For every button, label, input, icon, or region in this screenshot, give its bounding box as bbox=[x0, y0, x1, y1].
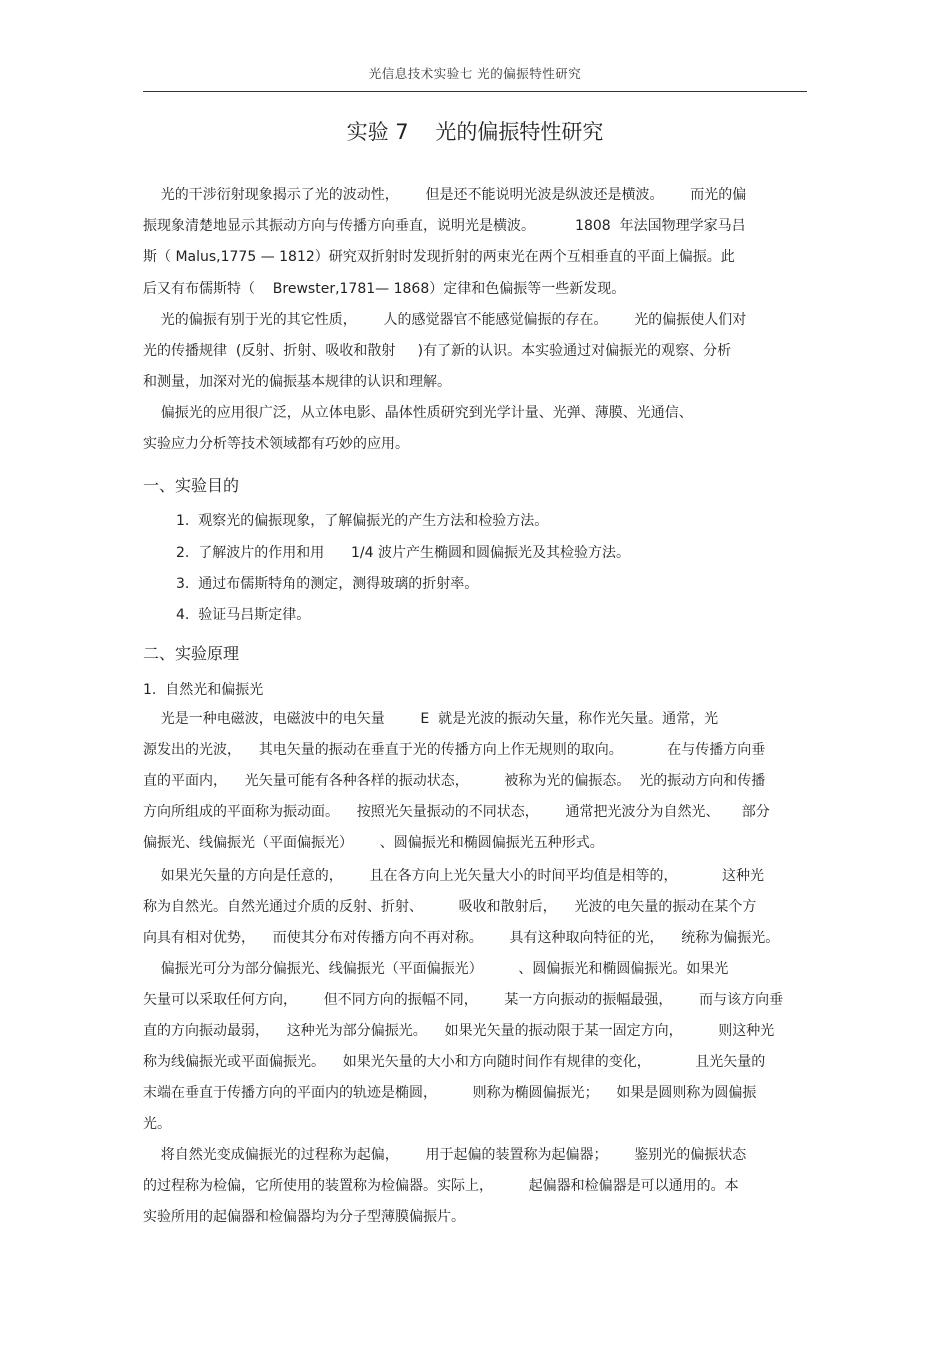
objective-item: 4. 验证马吕斯定律。 bbox=[176, 607, 311, 623]
body-line: 如果光矢量的方向是任意的， 且在各方向上光矢量大小的时间平均值是相等的， 这种光 bbox=[143, 868, 765, 884]
body-line: 源发出的光波， 其电矢量的振动在垂直于光的传播方向上作无规则的取向。 在与传播方向垂 bbox=[143, 742, 766, 758]
body-line: 偏振光、线偏振光（平面偏振光） 、圆偏振光和椭圆偏振光五种形式。 bbox=[143, 835, 604, 851]
body-line: 将自然光变成偏振光的过程称为起偏， 用于起偏的装置称为起偏器； 鉴别光的偏振状态 bbox=[143, 1147, 747, 1163]
body-line: 称为自然光。自然光通过介质的反射、折射、 吸收和散射后， 光波的电矢量的振动在某个方 bbox=[143, 899, 757, 915]
objective-item: 3. 通过布儒斯特角的测定，测得玻璃的折射率。 bbox=[176, 576, 479, 592]
header-rule bbox=[143, 91, 807, 92]
body-line: 偏振光可分为部分偏振光、线偏振光（平面偏振光） 、圆偏振光和椭圆偏振光。如果光 bbox=[143, 961, 729, 977]
intro-line: 光的干涉衍射现象揭示了光的波动性， 但是还不能说明光波是纵波还是横波。 而光的偏 bbox=[143, 187, 747, 203]
subsection-heading: 1. 自然光和偏振光 bbox=[143, 682, 264, 698]
body-line: 称为线偏振光或平面偏振光。 如果光矢量的大小和方向随时间作有规律的变化， 且光矢量的 bbox=[143, 1054, 766, 1070]
intro-line: 实验应力分析等技术领域都有巧妙的应用。 bbox=[143, 436, 409, 452]
body-line: 的过程称为检偏，它所使用的装置称为检偏器。实际上， 起偏器和检偏器是可以通用的。本 bbox=[143, 1178, 739, 1194]
section-heading-principles: 二、实验原理 bbox=[143, 644, 240, 663]
intro-line: 和测量，加深对光的偏振基本规律的认识和理解。 bbox=[143, 374, 451, 390]
intro-line: 后又有布儒斯特（ Brewster,1781— 1868）定律和色偏振等一些新发现。 bbox=[143, 281, 626, 297]
body-line: 直的平面内， 光矢量可能有各种各样的振动状态， 被称为光的偏振态。 光的振动方向和传播 bbox=[143, 773, 766, 789]
body-line: 矢量可以采取任何方向， 但不同方向的振幅不同， 某一方向振动的振幅最强， 而与该方向垂 bbox=[143, 992, 784, 1008]
intro-line: 光的偏振有别于光的其它性质， 人的感觉器官不能感觉偏振的存在。 光的偏振使人们对 bbox=[143, 312, 747, 328]
running-header: 光信息技术实验七 光的偏振特性研究 bbox=[368, 66, 582, 81]
intro-line: 振现象清楚地显示其振动方向与传播方向垂直，说明光是横波。 1808 年法国物理学家马吕 bbox=[143, 218, 746, 234]
body-line: 光。 bbox=[143, 1116, 171, 1132]
intro-line: 斯（ Malus,1775 — 1812）研究双折射时发现折射的两束光在两个互相垂直的平面上偏振。此 bbox=[143, 249, 735, 265]
intro-line: 偏振光的应用很广泛，从立体电影、晶体性质研究到光学计量、光弹、薄膜、光通信、 bbox=[143, 405, 693, 421]
body-line: 光是一种电磁波，电磁波中的电矢量 E 就是光波的振动矢量，称作光矢量。通常，光 bbox=[143, 711, 719, 727]
body-line: 直的方向振动最弱， 这种光为部分偏振光。 如果光矢量的振动限于某一固定方向， 则这种光 bbox=[143, 1023, 775, 1039]
body-line: 实验所用的起偏器和检偏器均为分子型薄膜偏振片。 bbox=[143, 1209, 465, 1225]
objective-item: 1. 观察光的偏振现象，了解偏振光的产生方法和检验方法。 bbox=[176, 513, 549, 529]
document-title: 实验 7 光的偏振特性研究 bbox=[346, 120, 604, 144]
body-line: 方向所组成的平面称为振动面。 按照光矢量振动的不同状态， 通常把光波分为自然光、 部分 bbox=[143, 804, 770, 820]
objective-item: 2. 了解波片的作用和用 1/4 波片产生椭圆和圆偏振光及其检验方法。 bbox=[176, 545, 630, 561]
intro-line: 光的传播规律 (反射、折射、吸收和散射 )有了新的认识。本实验通过对偏振光的观察、分析 bbox=[143, 343, 732, 359]
body-line: 向具有相对优势， 而使其分布对传播方向不再对称。 具有这种取向特征的光， 统称为偏振光。 bbox=[143, 930, 780, 946]
section-heading-objectives: 一、实验目的 bbox=[143, 476, 240, 495]
body-line: 末端在垂直于传播方向的平面内的轨迹是椭圆， 则称为椭圆偏振光； 如果是圆则称为圆偏振 bbox=[143, 1085, 757, 1101]
